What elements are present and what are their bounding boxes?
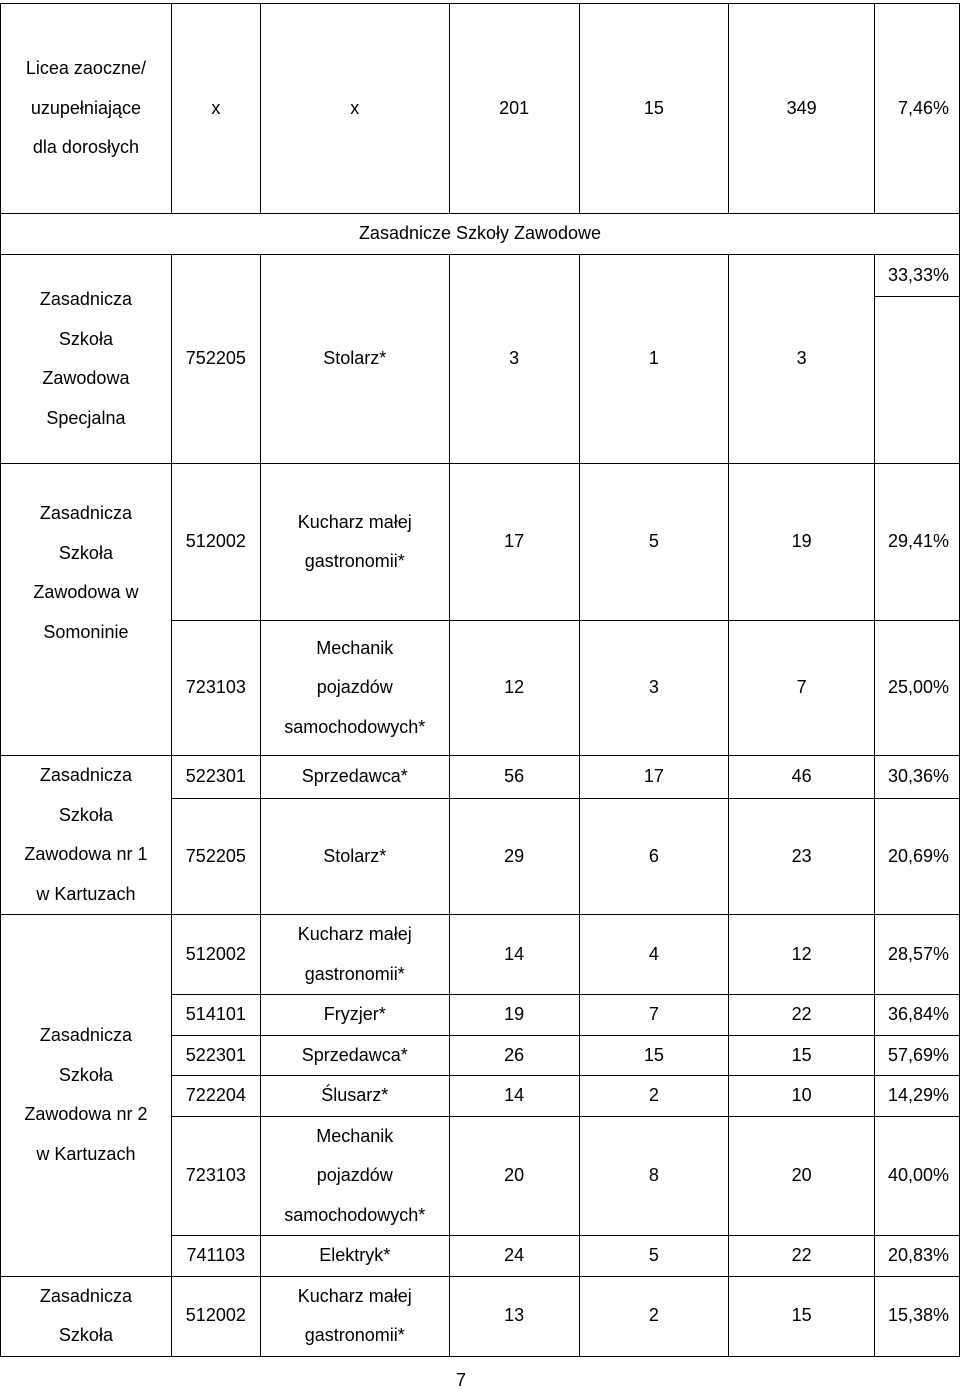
code-cell: 723103 [171, 1116, 260, 1236]
value-cell: 2 [579, 1076, 729, 1117]
value-cell: 3 [449, 255, 579, 464]
percent-cell: 15,38% [875, 1276, 960, 1356]
school-name-cell: Zasadnicza Szkoła Zawodowa nr 1 w Kartuzach [1, 756, 172, 915]
code-cell: 512002 [171, 1276, 260, 1356]
value-cell: 15 [729, 1035, 875, 1076]
value-cell: 15 [579, 4, 729, 214]
value-cell: 19 [729, 464, 875, 621]
percent-cell: 33,33% [875, 255, 960, 297]
value-cell: 15 [579, 1035, 729, 1076]
code-cell: 722204 [171, 1076, 260, 1117]
profession-cell: Sprzedawca* [260, 1035, 449, 1076]
code-cell: 522301 [171, 1035, 260, 1076]
value-cell: 5 [579, 1236, 729, 1277]
value-cell: 23 [729, 799, 875, 915]
code-cell: 741103 [171, 1236, 260, 1277]
value-cell: 10 [729, 1076, 875, 1117]
vocational-schools-table [0, 3, 960, 1357]
section-title: Zasadnicze Szkoły Zawodowe [1, 214, 960, 255]
school-name-cell: Zasadnicza Szkoła [1, 1276, 172, 1356]
value-cell: 17 [579, 756, 729, 799]
value-cell: 3 [579, 621, 729, 756]
value-cell: 22 [729, 995, 875, 1036]
profession-cell: Fryzjer* [260, 995, 449, 1036]
school-name-cell: Zasadnicza Szkoła Zawodowa nr 2 w Kartuzach [1, 915, 172, 1277]
value-cell: 7 [729, 621, 875, 756]
value-cell: 13 [449, 1276, 579, 1356]
table-row [1, 915, 960, 995]
percent-cell: 29,41% [875, 464, 960, 621]
value-cell: 5 [579, 464, 729, 621]
value-cell: 17 [449, 464, 579, 621]
code-cell: 723103 [171, 621, 260, 756]
code-cell: 522301 [171, 756, 260, 799]
percent-cell: 40,00% [875, 1116, 960, 1236]
section-heading-row [1, 214, 960, 255]
value-cell: 19 [449, 995, 579, 1036]
profession-cell: Kucharz małej gastronomii* [260, 1276, 449, 1356]
value-cell: 2 [579, 1276, 729, 1356]
percent-cell: 20,69% [875, 799, 960, 915]
percent-cell: 20,83% [875, 1236, 960, 1277]
code-cell: x [171, 4, 260, 214]
table-row [1, 756, 960, 799]
code-cell: 512002 [171, 464, 260, 621]
value-cell: 26 [449, 1035, 579, 1076]
code-cell: 514101 [171, 995, 260, 1036]
value-cell: 29 [449, 799, 579, 915]
value-cell: 20 [729, 1116, 875, 1236]
profession-cell: x [260, 4, 449, 214]
profession-cell: Mechanik pojazdów samochodowych* [260, 621, 449, 756]
code-cell: 752205 [171, 255, 260, 464]
code-cell: 512002 [171, 915, 260, 995]
percent-cell: 25,00% [875, 621, 960, 756]
empty-cell [875, 297, 960, 464]
value-cell: 56 [449, 756, 579, 799]
value-cell: 14 [449, 1076, 579, 1117]
value-cell: 15 [729, 1276, 875, 1356]
school-name-cell: Zasadnicza Szkoła Zawodowa Specjalna [1, 255, 172, 464]
value-cell: 14 [449, 915, 579, 995]
table-row [1, 464, 960, 621]
profession-cell: Sprzedawca* [260, 756, 449, 799]
school-name-cell: Licea zaoczne/ uzupełniające dla dorosłych [1, 4, 172, 214]
profession-cell: Ślusarz* [260, 1076, 449, 1117]
value-cell: 24 [449, 1236, 579, 1277]
page-number: 7 [455, 1370, 466, 1390]
value-cell: 12 [449, 621, 579, 756]
profession-cell: Kucharz małej gastronomii* [260, 915, 449, 995]
percent-cell: 30,36% [875, 756, 960, 799]
value-cell: 1 [579, 255, 729, 464]
profession-cell: Mechanik pojazdów samochodowych* [260, 1116, 449, 1236]
code-cell: 752205 [171, 799, 260, 915]
table-row [1, 1276, 960, 1356]
profession-cell: Stolarz* [260, 799, 449, 915]
percent-cell: 28,57% [875, 915, 960, 995]
percent-cell: 36,84% [875, 995, 960, 1036]
value-cell: 8 [579, 1116, 729, 1236]
profession-cell: Kucharz małej gastronomii* [260, 464, 449, 621]
value-cell: 12 [729, 915, 875, 995]
table-row [1, 255, 960, 297]
value-cell: 46 [729, 756, 875, 799]
profession-cell: Stolarz* [260, 255, 449, 464]
percent-cell: 57,69% [875, 1035, 960, 1076]
percent-cell: 14,29% [875, 1076, 960, 1117]
profession-cell: Elektryk* [260, 1236, 449, 1277]
value-cell: 3 [729, 255, 875, 464]
value-cell: 349 [729, 4, 875, 214]
value-cell: 7 [579, 995, 729, 1036]
school-name-cell: Zasadnicza Szkoła Zawodowa w Somoninie [1, 464, 172, 756]
value-cell: 20 [449, 1116, 579, 1236]
value-cell: 201 [449, 4, 579, 214]
value-cell: 4 [579, 915, 729, 995]
value-cell: 22 [729, 1236, 875, 1277]
value-cell: 6 [579, 799, 729, 915]
percent-cell: 7,46% [875, 4, 960, 214]
table-row [1, 4, 960, 214]
